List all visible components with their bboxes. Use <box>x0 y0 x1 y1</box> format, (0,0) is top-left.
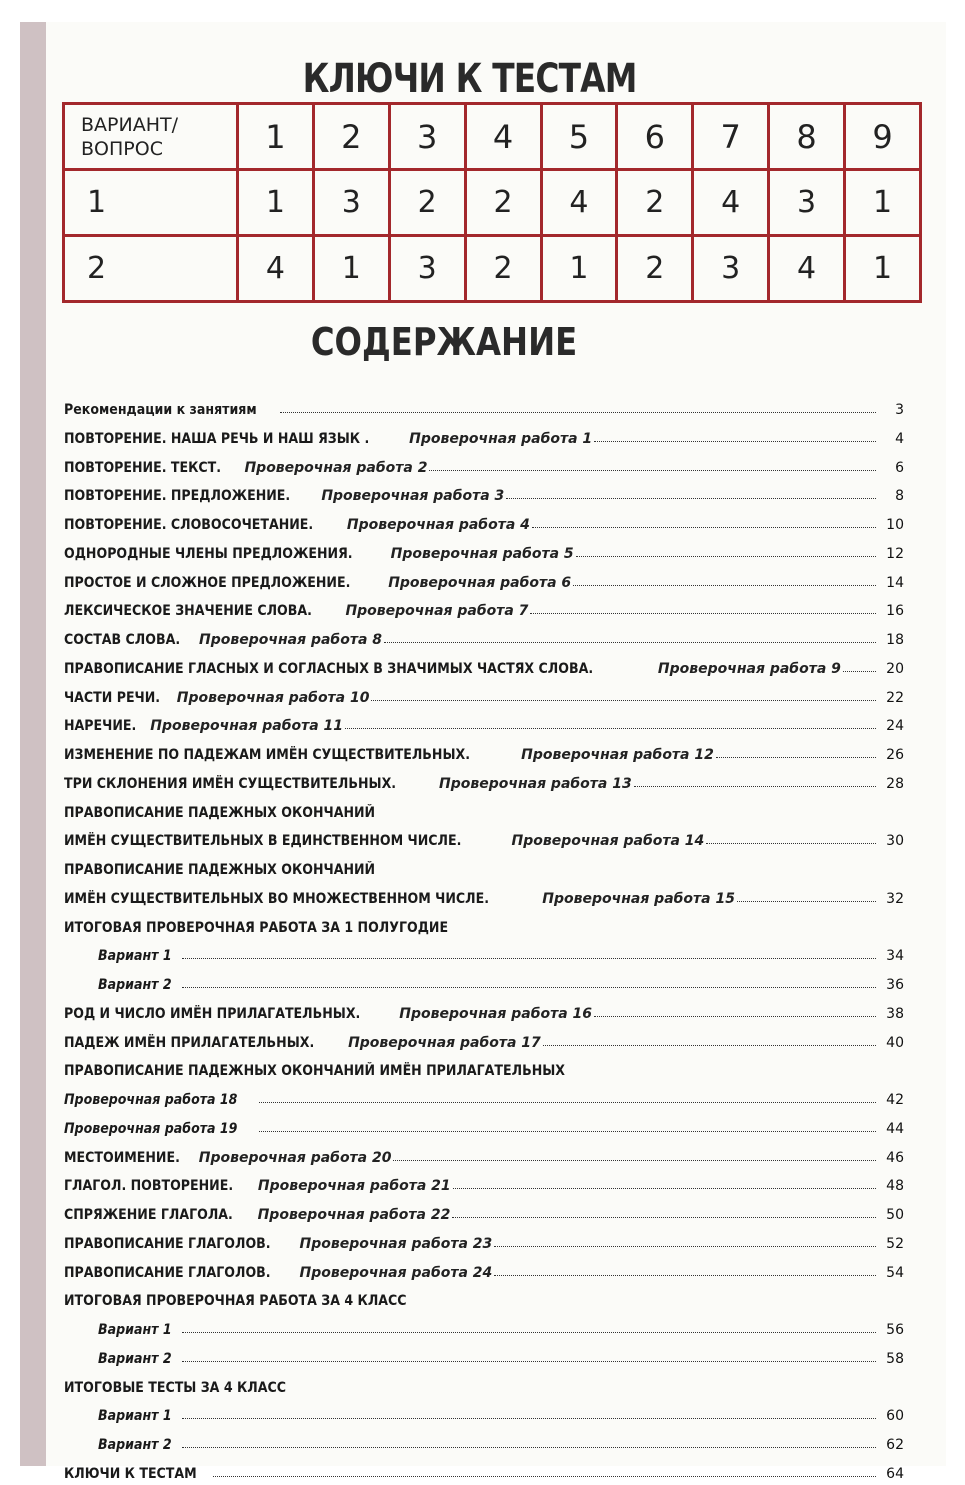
toc-entry <box>64 1343 904 1367</box>
toc-entry-work: Проверочная работа 2 <box>244 459 428 476</box>
table-cell: 4 <box>543 171 616 234</box>
table-cell: 2 <box>391 171 464 234</box>
column-header: 4 <box>467 105 540 168</box>
toc-entry-title: ПОВТОРЕНИЕ. ТЕКСТ. <box>64 459 222 476</box>
toc-page-number: 36 <box>886 977 904 993</box>
column-header: 5 <box>543 105 616 168</box>
toc-page-number: 6 <box>895 459 904 476</box>
toc-entry-title: Проверочная работа 19 <box>64 1120 238 1137</box>
toc-entry-title: ИТОГОВАЯ ПРОВЕРОЧНАЯ РАБОТА ЗА 4 КЛАСС <box>64 1293 407 1310</box>
toc-page-number: 14 <box>886 574 904 591</box>
toc-page-number: 64 <box>886 1465 904 1482</box>
toc-entry-title: ПРАВОПИСАНИЕ ПАДЕЖНЫХ ОКОНЧАНИЙ <box>64 862 376 878</box>
toc-dot-leader <box>843 670 876 672</box>
toc-entry-work: Проверочная работа 16 <box>399 1005 593 1022</box>
toc-page-number: 54 <box>886 1264 904 1281</box>
toc-entry-title: ИТОГОВЫЕ ТЕСТЫ ЗА 4 КЛАСС <box>64 1379 286 1396</box>
toc-dot-leader <box>393 1159 876 1161</box>
toc-page-number: 3 <box>895 402 904 418</box>
toc-entry <box>64 1372 904 1396</box>
toc-entry-work: Проверочная работа 10 <box>176 689 370 706</box>
toc-entry <box>64 797 904 821</box>
toc-entry <box>64 1142 904 1166</box>
toc-dot-leader <box>182 986 876 988</box>
contents-title: СОДЕРЖАНИЕ <box>310 320 578 364</box>
table-cell: 1 <box>846 171 919 234</box>
toc-entry <box>64 423 904 447</box>
toc-entry-title: МЕСТОИМЕНИЕ. <box>64 1149 180 1166</box>
toc-entry-title: ИЗМЕНЕНИЕ ПО ПАДЕЖАМ ИМЁН СУЩЕСТВИТЕЛЬНЫХ. <box>64 747 471 763</box>
toc-entry-title: ИМЁН СУЩЕСТВИТЕЛЬНЫХ В ЕДИНСТВЕННОМ ЧИСЛЕ. <box>64 833 462 850</box>
table-cell: 4 <box>770 237 843 300</box>
toc-entry <box>64 452 904 476</box>
toc-entry <box>64 480 904 504</box>
toc-page-number: 28 <box>886 775 904 792</box>
table-cell: 1 <box>543 237 616 300</box>
toc-entry-title: ГЛАГОЛ. ПОВТОРЕНИЕ. <box>64 1178 234 1195</box>
table-header-row <box>65 105 919 168</box>
toc-page-number: 20 <box>886 660 904 677</box>
toc-entry <box>64 969 904 993</box>
toc-entry-title: НАРЕЧИЕ. <box>64 718 137 735</box>
toc-entry-title: ПРАВОПИСАНИЕ ГЛАСНЫХ И СОГЛАСНЫХ В ЗНАЧИМЫХ ЧАСТЯХ СЛОВА. <box>64 660 594 677</box>
toc-entry <box>64 1199 904 1223</box>
toc-entry-work: Проверочная работа 23 <box>299 1235 493 1252</box>
toc-entry <box>64 739 904 763</box>
toc-entry-work: Проверочная работа 20 <box>198 1149 392 1166</box>
book-page <box>46 22 946 1482</box>
table-cell: 4 <box>239 237 312 300</box>
toc-entry-title: ПРАВОПИСАНИЕ ПАДЕЖНЫХ ОКОНЧАНИЙ ИМЁН ПРИЛАГАТЕЛЬНЫХ <box>64 1063 566 1080</box>
toc-dot-leader <box>452 1216 876 1218</box>
header-label-line2: ВОПРОС <box>81 137 163 160</box>
table-cell: 1 <box>846 237 919 300</box>
toc-entry-title: Проверочная работа 18 <box>64 1092 238 1108</box>
toc-entry <box>64 653 904 677</box>
toc-dot-leader <box>716 756 876 758</box>
column-header: 2 <box>315 105 388 168</box>
toc-entry <box>64 567 904 591</box>
toc-entry-title: Вариант 2 <box>98 977 172 993</box>
toc-page-number: 60 <box>886 1408 904 1425</box>
toc-dot-leader <box>384 641 876 643</box>
toc-entry-title: ПРАВОПИСАНИЕ ГЛАГОЛОВ. <box>64 1235 271 1252</box>
toc-entry-work: Проверочная работа 14 <box>511 833 705 850</box>
toc-entry <box>64 710 904 734</box>
toc-entry <box>64 768 904 792</box>
toc-entry <box>64 624 904 648</box>
table-cell: 1 <box>315 237 388 300</box>
toc-page-number: 24 <box>886 718 904 735</box>
toc-page-number: 52 <box>886 1235 904 1252</box>
toc-entry-title: ИМЁН СУЩЕСТВИТЕЛЬНЫХ ВО МНОЖЕСТВЕННОМ ЧИСЛЕ. <box>64 890 490 907</box>
toc-page-number: 34 <box>886 948 904 965</box>
toc-entry-title: ПОВТОРЕНИЕ. ПРЕДЛОЖЕНИЕ. <box>64 488 291 505</box>
toc-entry <box>64 998 904 1022</box>
toc-page-number: 22 <box>886 689 904 706</box>
table-cell: 2 <box>467 171 540 234</box>
toc-page-number: 62 <box>886 1437 904 1453</box>
toc-page-number: 8 <box>895 488 904 505</box>
toc-entry-work: Проверочная работа 3 <box>321 488 505 505</box>
toc-entry <box>64 1055 904 1079</box>
toc-entry <box>64 1285 904 1309</box>
toc-page-number: 50 <box>886 1207 904 1223</box>
table-cell: 3 <box>391 237 464 300</box>
column-header: 6 <box>618 105 691 168</box>
toc-entry <box>64 1429 904 1453</box>
toc-dot-leader <box>213 1475 876 1477</box>
toc-page-number: 4 <box>895 430 904 447</box>
toc-entry <box>64 682 904 706</box>
toc-entry-work: Проверочная работа 9 <box>657 660 841 677</box>
toc-page-number: 16 <box>886 603 904 620</box>
table-cell: 2 <box>618 237 691 300</box>
toc-entry <box>64 825 904 849</box>
toc-dot-leader <box>532 526 876 528</box>
toc-entry-title: ПРАВОПИСАНИЕ ГЛАГОЛОВ. <box>64 1264 271 1281</box>
toc-dot-leader <box>182 1360 876 1362</box>
toc-page-number: 44 <box>886 1120 904 1137</box>
toc-entry-work: Проверочная работа 15 <box>542 890 735 907</box>
toc-entry-work: Проверочная работа 12 <box>521 747 714 763</box>
column-header: 8 <box>770 105 843 168</box>
toc-entry-title: РОД И ЧИСЛО ИМЁН ПРИЛАГАТЕЛЬНЫХ. <box>64 1005 361 1022</box>
toc-page-number: 18 <box>886 632 904 648</box>
answer-keys-table <box>62 102 922 303</box>
toc-entry-title: Вариант 1 <box>98 948 172 965</box>
toc-entry-title: ЧАСТИ РЕЧИ. <box>64 689 161 706</box>
row-label: 2 <box>65 237 236 300</box>
toc-entry <box>64 1170 904 1194</box>
table-cell: 3 <box>694 237 767 300</box>
toc-dot-leader <box>453 1187 876 1189</box>
toc-dot-leader <box>182 1446 876 1448</box>
toc-dot-leader <box>634 785 876 787</box>
toc-entry <box>64 854 904 878</box>
toc-dot-leader <box>706 842 876 844</box>
toc-entry <box>64 912 904 936</box>
toc-page-number: 30 <box>886 833 904 850</box>
toc-entry-work: Проверочная работа 1 <box>409 430 593 447</box>
toc-entry-work: Проверочная работа 21 <box>257 1178 451 1195</box>
toc-entry-work: Проверочная работа 24 <box>299 1264 493 1281</box>
toc-entry-work: Проверочная работа 11 <box>150 718 344 735</box>
column-header: 1 <box>239 105 312 168</box>
toc-dot-leader <box>594 440 876 442</box>
toc-page-number: 46 <box>886 1149 904 1166</box>
toc-dot-leader <box>737 900 876 902</box>
toc-page-number: 42 <box>886 1092 904 1108</box>
toc-entry-title: КЛЮЧИ К ТЕСТАМ <box>64 1465 197 1482</box>
toc-entry <box>64 595 904 619</box>
toc-entry-title: Вариант 2 <box>98 1350 172 1367</box>
toc-dot-leader <box>259 1101 876 1103</box>
toc-page-number: 40 <box>886 1034 904 1051</box>
toc-dot-leader <box>182 957 876 959</box>
toc-page-number: 32 <box>886 890 904 907</box>
row-label: 1 <box>65 171 236 234</box>
toc-entry <box>64 1113 904 1137</box>
toc-dot-leader <box>280 411 876 413</box>
header-corner-cell <box>65 105 236 168</box>
table-cell: 3 <box>770 171 843 234</box>
toc-entry <box>64 1228 904 1252</box>
toc-page-number: 38 <box>886 1005 904 1022</box>
toc-entry-title: ЛЕКСИЧЕСКОЕ ЗНАЧЕНИЕ СЛОВА. <box>64 603 312 620</box>
toc-entry <box>64 940 904 964</box>
toc-entry-title: Рекомендации к занятиям <box>64 402 257 418</box>
table-cell: 2 <box>467 237 540 300</box>
table-row <box>65 237 919 300</box>
toc-dot-leader <box>543 1044 876 1046</box>
toc-dot-leader <box>530 612 876 614</box>
toc-entry <box>64 883 904 907</box>
toc-entry-title: ПРАВОПИСАНИЕ ПАДЕЖНЫХ ОКОНЧАНИЙ <box>64 804 376 821</box>
toc-entry <box>64 1027 904 1051</box>
toc-entry-work: Проверочная работа 22 <box>257 1207 451 1223</box>
toc-dot-leader <box>494 1274 876 1276</box>
toc-entry-work: Проверочная работа 5 <box>390 545 574 562</box>
toc-dot-leader <box>429 469 876 471</box>
toc-entry-title: ПРОСТОЕ И СЛОЖНОЕ ПРЕДЛОЖЕНИЕ. <box>64 574 351 591</box>
toc-entry <box>64 1257 904 1281</box>
toc-entry <box>64 538 904 562</box>
toc-entry <box>64 1314 904 1338</box>
toc-entry <box>64 1458 904 1482</box>
toc-entry-title: ИТОГОВАЯ ПРОВЕРОЧНАЯ РАБОТА ЗА 1 ПОЛУГОДИЕ <box>64 919 449 936</box>
toc-dot-leader <box>345 727 876 729</box>
toc-entry-work: Проверочная работа 4 <box>346 517 530 533</box>
toc-dot-leader <box>506 497 876 499</box>
toc-entry-title: Вариант 2 <box>98 1437 172 1453</box>
toc-dot-leader <box>182 1417 876 1419</box>
toc-entry-work: Проверочная работа 17 <box>348 1034 541 1051</box>
toc-entry-title: СПРЯЖЕНИЕ ГЛАГОЛА. <box>64 1207 233 1223</box>
toc-dot-leader <box>371 699 876 701</box>
toc-page-number: 58 <box>886 1350 904 1367</box>
toc-dot-leader <box>594 1015 876 1017</box>
toc-dot-leader <box>573 584 876 586</box>
toc-dot-leader <box>182 1331 876 1333</box>
keys-title: КЛЮЧИ К ТЕСТАМ <box>302 56 637 102</box>
table-cell: 2 <box>618 171 691 234</box>
toc-entry <box>64 1400 904 1424</box>
table-cell: 1 <box>239 171 312 234</box>
table-row <box>65 171 919 234</box>
toc-entry-title: Вариант 1 <box>98 1322 172 1338</box>
column-header: 3 <box>391 105 464 168</box>
toc-entry-work: Проверочная работа 8 <box>199 632 382 648</box>
toc-entry-title: ПОВТОРЕНИЕ. НАША РЕЧЬ И НАШ ЯЗЫК . <box>64 430 370 447</box>
toc-page-number: 12 <box>886 545 904 562</box>
toc-entry-title: ПОВТОРЕНИЕ. СЛОВОСОЧЕТАНИЕ. <box>64 517 314 533</box>
toc-page-number: 56 <box>886 1322 904 1338</box>
toc-page-number: 48 <box>886 1178 904 1195</box>
toc-entry-title: ТРИ СКЛОНЕНИЯ ИМЁН СУЩЕСТВИТЕЛЬНЫХ. <box>64 775 397 792</box>
toc-entry-title: ОДНОРОДНЫЕ ЧЛЕНЫ ПРЕДЛОЖЕНИЯ. <box>64 545 353 562</box>
table-cell: 3 <box>315 171 388 234</box>
toc-entry <box>64 394 904 418</box>
toc-page-number: 10 <box>886 517 904 533</box>
toc-entry <box>64 1084 904 1108</box>
toc-entry-title: ПАДЕЖ ИМЁН ПРИЛАГАТЕЛЬНЫХ. <box>64 1034 315 1051</box>
toc-entry-title: СОСТАВ СЛОВА. <box>64 632 181 648</box>
toc-entry <box>64 509 904 533</box>
column-header: 9 <box>846 105 919 168</box>
toc-page-number: 26 <box>886 747 904 763</box>
toc-dot-leader <box>576 555 876 557</box>
toc-entry-title: Вариант 1 <box>98 1408 172 1425</box>
toc-entry-work: Проверочная работа 6 <box>388 574 572 591</box>
toc-entry-work: Проверочная работа 7 <box>345 603 529 620</box>
toc-dot-leader <box>494 1245 876 1247</box>
table-cell: 4 <box>694 171 767 234</box>
header-label-line1: ВАРИАНТ/ <box>81 113 178 136</box>
column-header: 7 <box>694 105 767 168</box>
toc-dot-leader <box>259 1130 876 1132</box>
toc-entry-work: Проверочная работа 13 <box>438 775 632 792</box>
